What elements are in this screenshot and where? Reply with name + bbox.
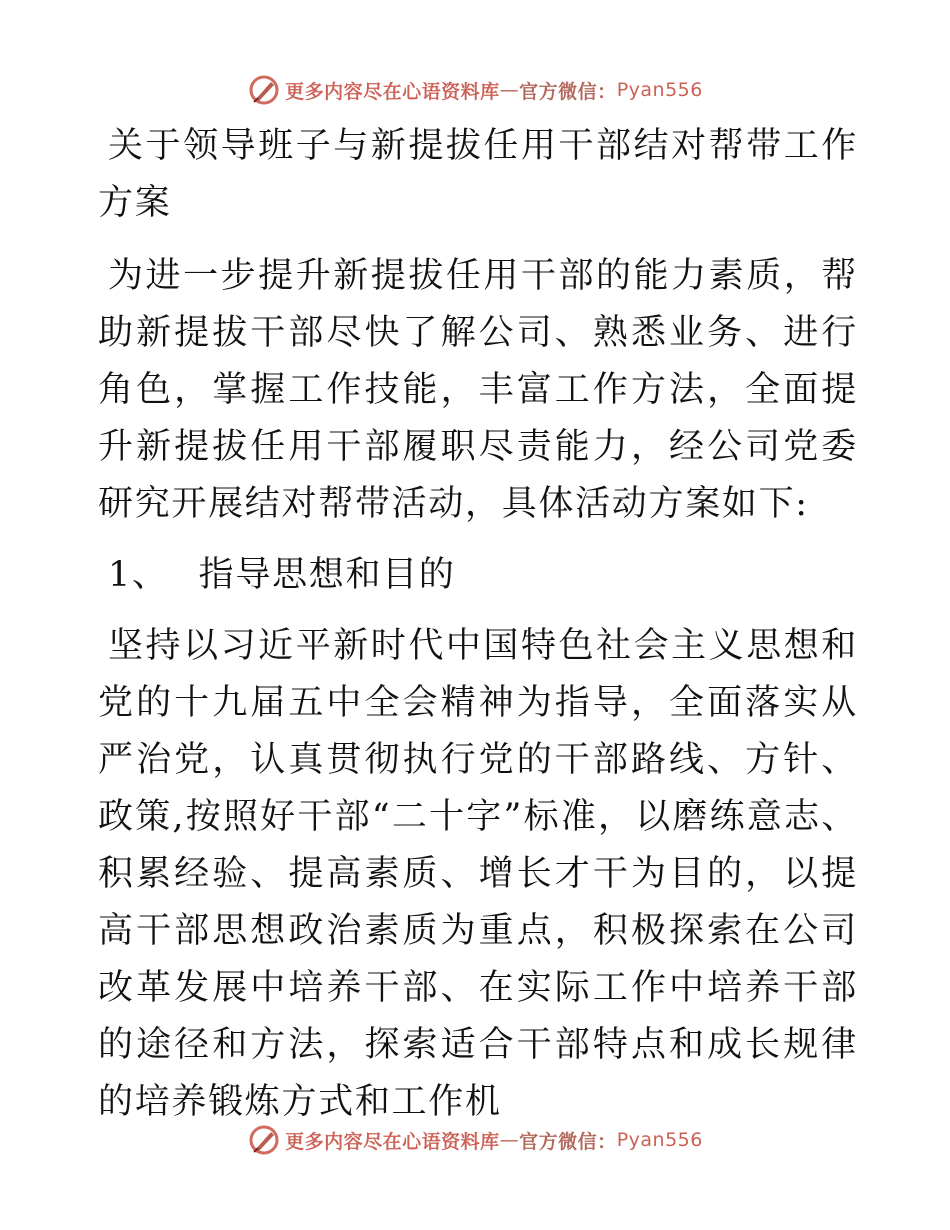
watermark-official-label: 官方微信： <box>519 80 617 103</box>
watermark-separator: — <box>499 79 520 101</box>
watermark-wechat-id: Pyan556 <box>616 1129 703 1151</box>
watermark-wechat-id: Pyan556 <box>616 79 703 101</box>
watermark-header <box>0 72 950 108</box>
section-number: 1、 <box>108 555 169 595</box>
document-title: 关于领导班子与新提拔任用干部结对帮带工作方案 <box>98 126 858 223</box>
watermark-official-label: 官方微信： <box>519 1130 617 1153</box>
section-heading-text: 指导思想和目的 <box>198 555 456 595</box>
document-body <box>98 118 858 1131</box>
watermark-brand: 更多内容尽在心语资料库 <box>285 1130 500 1153</box>
intro-paragraph: 为进一步提升新提拔任用干部的能力素质，帮助新提拔干部尽快了解公司、熟悉业务、进行角色，掌握工作技能，丰富工作方法，全面提升新提拔任用干部履职尽责能力，经公司党委研究开展结对帮带活动，具体活动方案如下: <box>98 256 858 524</box>
watermark-footer <box>0 1122 950 1158</box>
quill-pen-logo-icon <box>247 73 281 107</box>
section-heading <box>98 547 858 604</box>
watermark-separator: — <box>499 1129 520 1151</box>
quill-pen-logo-icon <box>247 1123 281 1157</box>
section-body-paragraph: 坚持以习近平新时代中国特色社会主义思想和党的十九届五中全会精神为指导，全面落实从严治党，认真贯彻执行党的干部路线、方针、政策,按照好干部“二十字”标准，以磨练意志、积累经验、提高素质、增长才干为目的，以提高干部思想政治素质为重点，积极探索在公司改革发展中培养干部、在实际工作中培养干部的途径和方法，探索适合干部特点和成长规律的培养锻炼方式和工作机 <box>98 626 858 1122</box>
watermark-brand: 更多内容尽在心语资料库 <box>285 80 500 103</box>
